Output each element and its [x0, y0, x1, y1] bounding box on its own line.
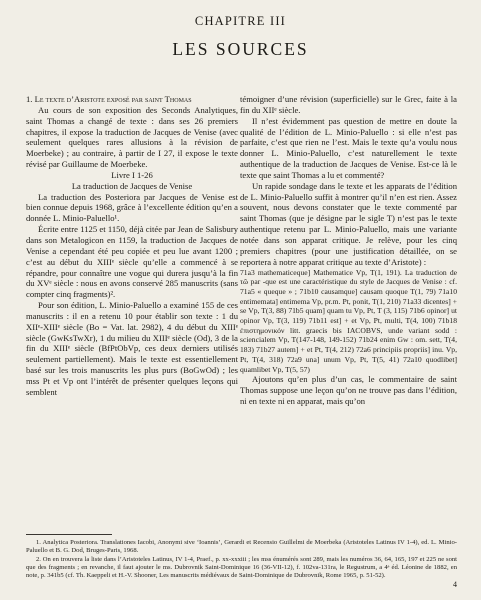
footnotes: [26, 539, 457, 581]
paragraph: Pour son édition, L. Minio-Paluello a examiné 155 de ces manuscrits : il en a retenu 10 pour établir son texte : 1 du XIIᵉ-XIIIᵉ siècle (Bo = Vat. lat. 2982), 4 du début du XIIIᵉ siècle (GwKsTwXr), 1 du milieu du XIIIᵉ siècle (Od), 3 de la fin du XIIIᵉ siècle (BfPtObVp, ces deux derniers utilisés seulement partiellement). Mais le texte est essentiellement basé sur les trois manuscrits les plus purs (BoGwOd) ; les mss Pt et Vp ont l’intérêt de présenter quelques leçons qui semblent: [26, 300, 238, 397]
left-column: [26, 94, 238, 398]
section-title: 1. Le texte d’Aristote exposé par saint Thomas: [26, 94, 192, 104]
paragraph: témoigner d’une révision (superficielle) sur le Grec, faite à la fin du XIIᵉ siècle.: [240, 94, 457, 115]
book-subheading: La traduction de Jacques de Venise: [71, 180, 193, 191]
chapter-title: LES SOURCES: [172, 39, 309, 59]
paragraph: Un rapide sondage dans le texte et les apparats de l’édition de L. Minio-Paluello suffit à montrer qu’il n’en est rien. Assez souvent, nous devons constater que le texte commenté par saint Thomas (que je désigne par le sigle T) n’est pas le texte authentique retenu par L. Minio-Paluello, mais une variante notée dans son apparat critique. Je relève, pour les cinq premiers chapitres (pour une justification détaillée, on se reportera à notre apparat critique au texte d’Aristote) :: [240, 180, 457, 267]
paragraph: Écrite entre 1125 et 1150, déjà citée par Jean de Salisbury dans son Metalogicon en 1159, la traduction de Jacques de Venise a cependant été peu copiée et peu lue avant 1200 ; c’est au début du XIIIᵉ siècle qu’elle a commencé à se répandre, pour connaître une vogue qui durera jusqu’à la fin du XVᵉ siècle : nous en avons conservé 285 manuscrits (sans compter cinq fragments)².: [26, 224, 238, 300]
paragraph: Il n’est évidemment pas question de mettre en doute la qualité de l’édition de L. Minio-Paluello : si elle n’est pas parfaite, c’est que rien ne l’est. Mais le texte qu’a voulu nous donner L. Minio-Paluello, c’est naturellement le texte authentique de la traduction de Jacques de Venise. Est-ce là le texte que saint Thomas a lu et commenté?: [240, 115, 457, 180]
page-number: 4: [453, 580, 457, 589]
paragraph: La traduction des Posteriora par Jacques de Venise est bien connue depuis 1968, grâce à l’excellente édition qu’en a donnée L. Minio-Paluello¹.: [26, 191, 238, 224]
footnote-rule: [26, 534, 112, 535]
footnote-1: 1. Analytica Posteriora. Translationes Iacobi, Anonymi sive ‘Ioannis’, Gerardi et Recensio Guillelmi de Moerbeka (Aristoteles Latinus IV 1-4), ed. L. Minio-Paluello et B. G. Dod, Bruges-Paris, 1968.: [26, 539, 457, 555]
right-column: [240, 94, 457, 407]
footnote-2: 2. On en trouvera la liste dans l’Aristoteles Latinus, IV 1-4, Praef., p. xx-xxxiii ; les mss énumérés sont 289, mais les numéros 36, 64, 165, 197 et 225 ne sont que des fragments ; en revanche, il faut ajouter le ms. Dubrovnik Saint-Dominique 16 (36-VII-12), f. 102va-131ra, le Regustrum, a 4ᵉ éd. Léonine de 1882, en note, p. 341b5 (cf. Th. Kaeppeli et H.-V. Shooner, Les manuscrits médiévaux de Saint-Dominique de Dubrovnik, Rome 1965, p. 51-52).: [26, 555, 457, 580]
critical-apparatus: 71a3 mathematiceque] Mathematice Vp, T(1, 191). La traduction de τῶ par -que est une caractéristique du style de Jacques de Venise : cf. 71a5 « queque » ; 71b10 causamque] causam quoque T(1, 79) 71a10 entimemata] entimema Vp, pr.m. Pt, ponit, T(1, 210) 71a33 dicentes] + se Vp, T(3, 88) 71b5 quam] quam tu Vp, Pt, T (3, 115) 71b6 opinor] ut opinor Vp, T(3, 119) 71b11 est] + et Vp, Pt, multi, T(4, 100) 71b18 ἐπιστημονικόν litt. graecis bis IACOBVS, unde variant sodd : sciencialem Vp, T(147-148, 149-152) 71b24 enim Gw : om. sett, T(4, 183) 71b27 autem] + et Pt, T(4, 212) 72a6 principiis propriis] inu. Vp, Pt, T(4, 318) 72a9 una] unum Vp, Pt, T(5, 41) 72a10 quodlibet] quamlibet Vp, T(5, 57): [240, 267, 457, 374]
chapter-label: CHAPITRE III: [194, 14, 287, 28]
book-heading: Livre I 1-26: [111, 169, 153, 180]
paragraph: Au cours de son exposition des Seconds Analytiques, saint Thomas a changé de texte : dans ses 26 premiers chapitres, il expose la traduction de Jacques de Venise (avec seulement quelques rares allusions à la révision de Moerbeke) ; au contraire, à partir de I 27, il expose le texte révisé par Guillaume de Moerbeke.: [26, 104, 238, 170]
paragraph: Ajoutons qu’en plus d’un cas, le commentaire de saint Thomas suppose une leçon qu’on ne trouve pas dans l’édition, ni en texte ni en apparat, mais qu’on: [240, 374, 457, 406]
